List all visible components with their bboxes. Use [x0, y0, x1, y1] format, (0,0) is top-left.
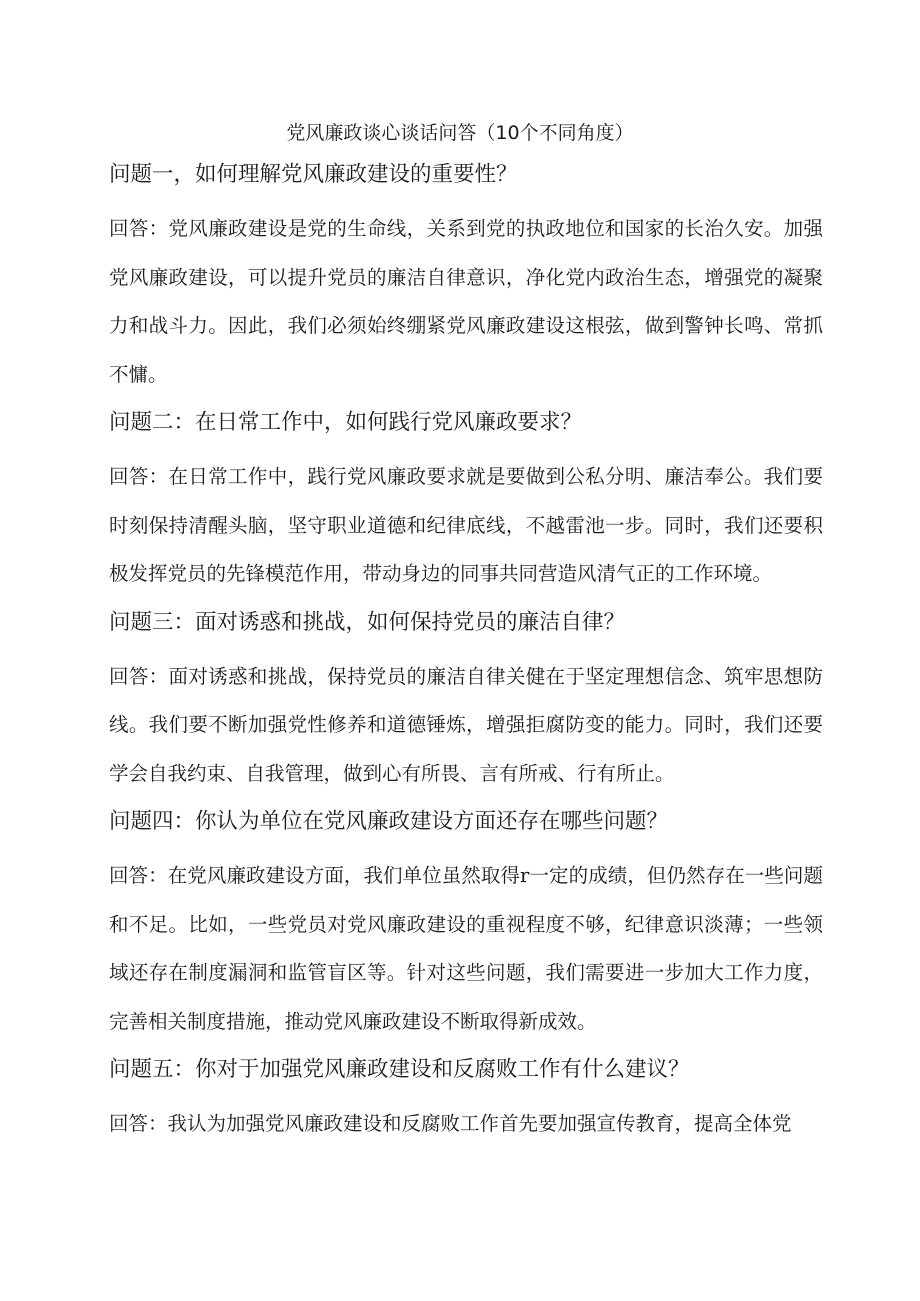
answer-3: 回答：面对诱惑和挑战，保持党员的廉洁自律关健在于坚定理想信念、筑牢思想防线。我们要不断加强党性修养和道德锤炼，增强拒腐防变的能力。同时，我们还要学会自我约束、自我管理，做到心有所畏、言有所戒、行有所止。 [109, 664, 823, 785]
answer-1: 回答：党风廉政建设是党的生命线，关系到党的执政地位和国家的长治久安。加强党风廉政建设，可以提升党员的廉洁自律意识，净化党内政治生态，增强党的凝聚力和战斗力。因此，我们必须始终绷紧党风廉政建设这根弦，做到警钟长鸣、常抓不慵。 [109, 217, 823, 386]
question-4: 问题四：你认为单位在党风廉政建设方面还存在哪些问题？ [109, 809, 669, 834]
document-title: 党风廉政谈心谈话问答（10个不同角度） [286, 122, 634, 144]
question-3: 问题三：面对诱惑和挑战，如何保持党员的廉洁自律？ [109, 609, 626, 635]
qa-section-2 [109, 407, 823, 599]
question-5: 问题五：你对于加强党风廉政建设和反腐败工作有什么建议？ [109, 1057, 690, 1082]
document-body [109, 159, 823, 1157]
question-1: 问题一，如何理解党风廉政建设的重要性？ [109, 162, 518, 187]
answer-5: 回答：我认为加强党风廉政建设和反腐败工作首先要加强宣传教育，提高全体党 [109, 1112, 792, 1135]
question-2: 问题二：在日常工作中，如何践行党风廉政要求？ [109, 410, 583, 435]
qa-section-5 [109, 1054, 823, 1149]
qa-section-3 [109, 607, 823, 799]
qa-section-4 [109, 806, 823, 1046]
answer-4: 回答：在党风廉政建设方面，我们单位虽然取得r一定的成绩，但仍然存在一些问题和不足。比如，一些党员对党风廉政建设的重视程度不够，纪律意识淡薄；一些领域还存在制度漏洞和监管盲区等。针对这些问题，我们需要进一步加大工作力度，完善相关制度措施，推动党风廉政建设不断取得新成效。 [109, 864, 823, 1033]
answer-2: 回答：在日常工作中，践行党风廉政要求就是要做到公私分明、廉洁奉公。我们要时刻保持清醒头脑，坚守职业道德和纪律底线，不越雷池一步。同时，我们还要积极发挥党员的先锋模范作用，带动身边的同事共同营造风清气正的工作环境。 [109, 465, 823, 585]
qa-section-1 [109, 159, 823, 399]
